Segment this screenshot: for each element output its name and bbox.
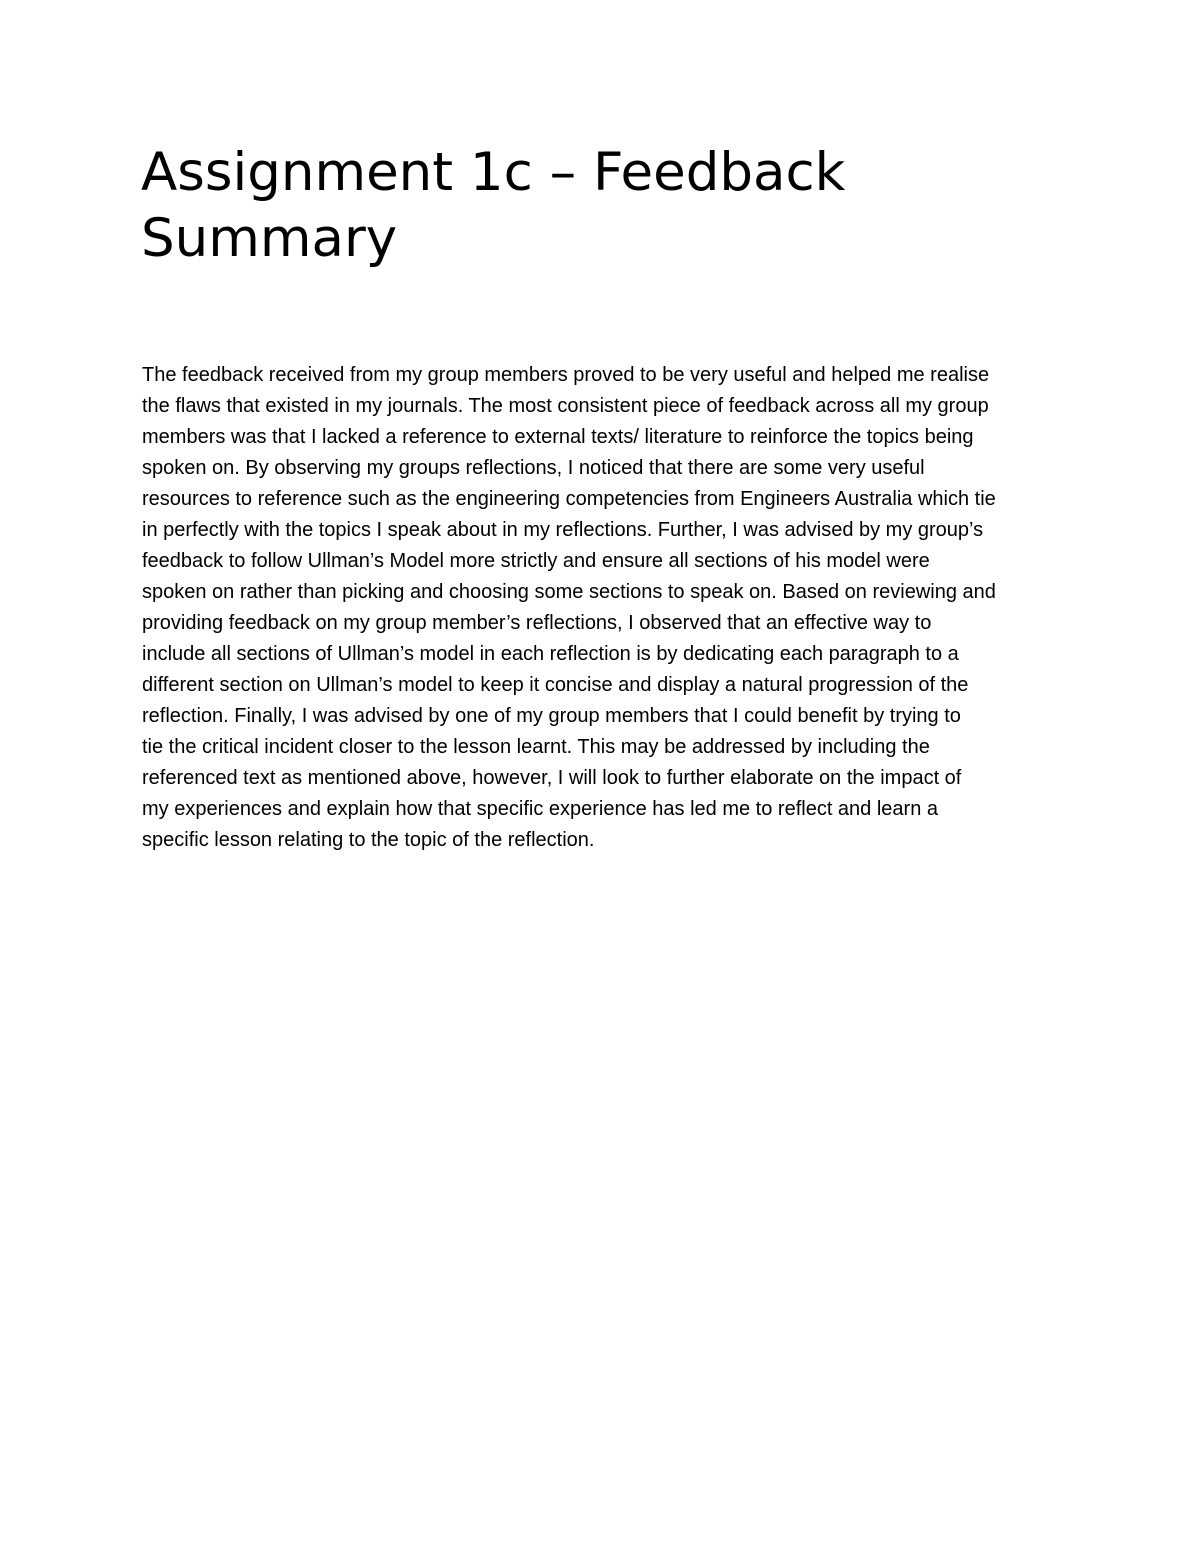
paragraph-line: resources to reference such as the engineering competencies from Engineers Australia which tie [142,488,996,510]
paragraph-line: The feedback received from my group members proved to be very useful and helped me realise [142,364,990,386]
paragraph-line: specific lesson relating to the topic of the reflection. [142,829,595,851]
paragraph-line: feedback to follow Ullman’s Model more strictly and ensure all sections of his model were [142,550,930,572]
paragraph-line: spoken on. By observing my groups reflections, I noticed that there are some very useful [142,457,925,479]
title-line: Summary [141,208,398,269]
paragraph-line: my experiences and explain how that specific experience has led me to reflect and learn a [142,798,939,820]
paragraph-line: members was that I lacked a reference to external texts/ literature to reinforce the topics being [142,426,974,448]
paragraph-line: providing feedback on my group member’s reflections, I observed that an effective way to [142,612,932,634]
paragraph-line: tie the critical incident closer to the lesson learnt. This may be addressed by including the [142,736,930,758]
paragraph-line: include all sections of Ullman’s model in each reflection is by dedicating each paragraph to a [142,643,959,665]
paragraph-line: different section on Ullman’s model to keep it concise and display a natural progression of the [142,674,969,696]
title-line: Assignment 1c – Feedback [141,142,846,203]
paragraph-line: in perfectly with the topics I speak about in my reflections. Further, I was advised by my group’s [142,519,984,541]
page-title [141,140,1071,272]
paragraph-line: referenced text as mentioned above, however, I will look to further elaborate on the impact of [142,767,962,789]
paragraph-line: spoken on rather than picking and choosing some sections to speak on. Based on reviewing and [142,581,996,603]
feedback-paragraph [142,360,1082,856]
paragraph-line: reflection. Finally, I was advised by one of my group members that I could benefit by trying to [142,705,961,727]
paragraph-line: the flaws that existed in my journals. The most consistent piece of feedback across all my group [142,395,989,417]
